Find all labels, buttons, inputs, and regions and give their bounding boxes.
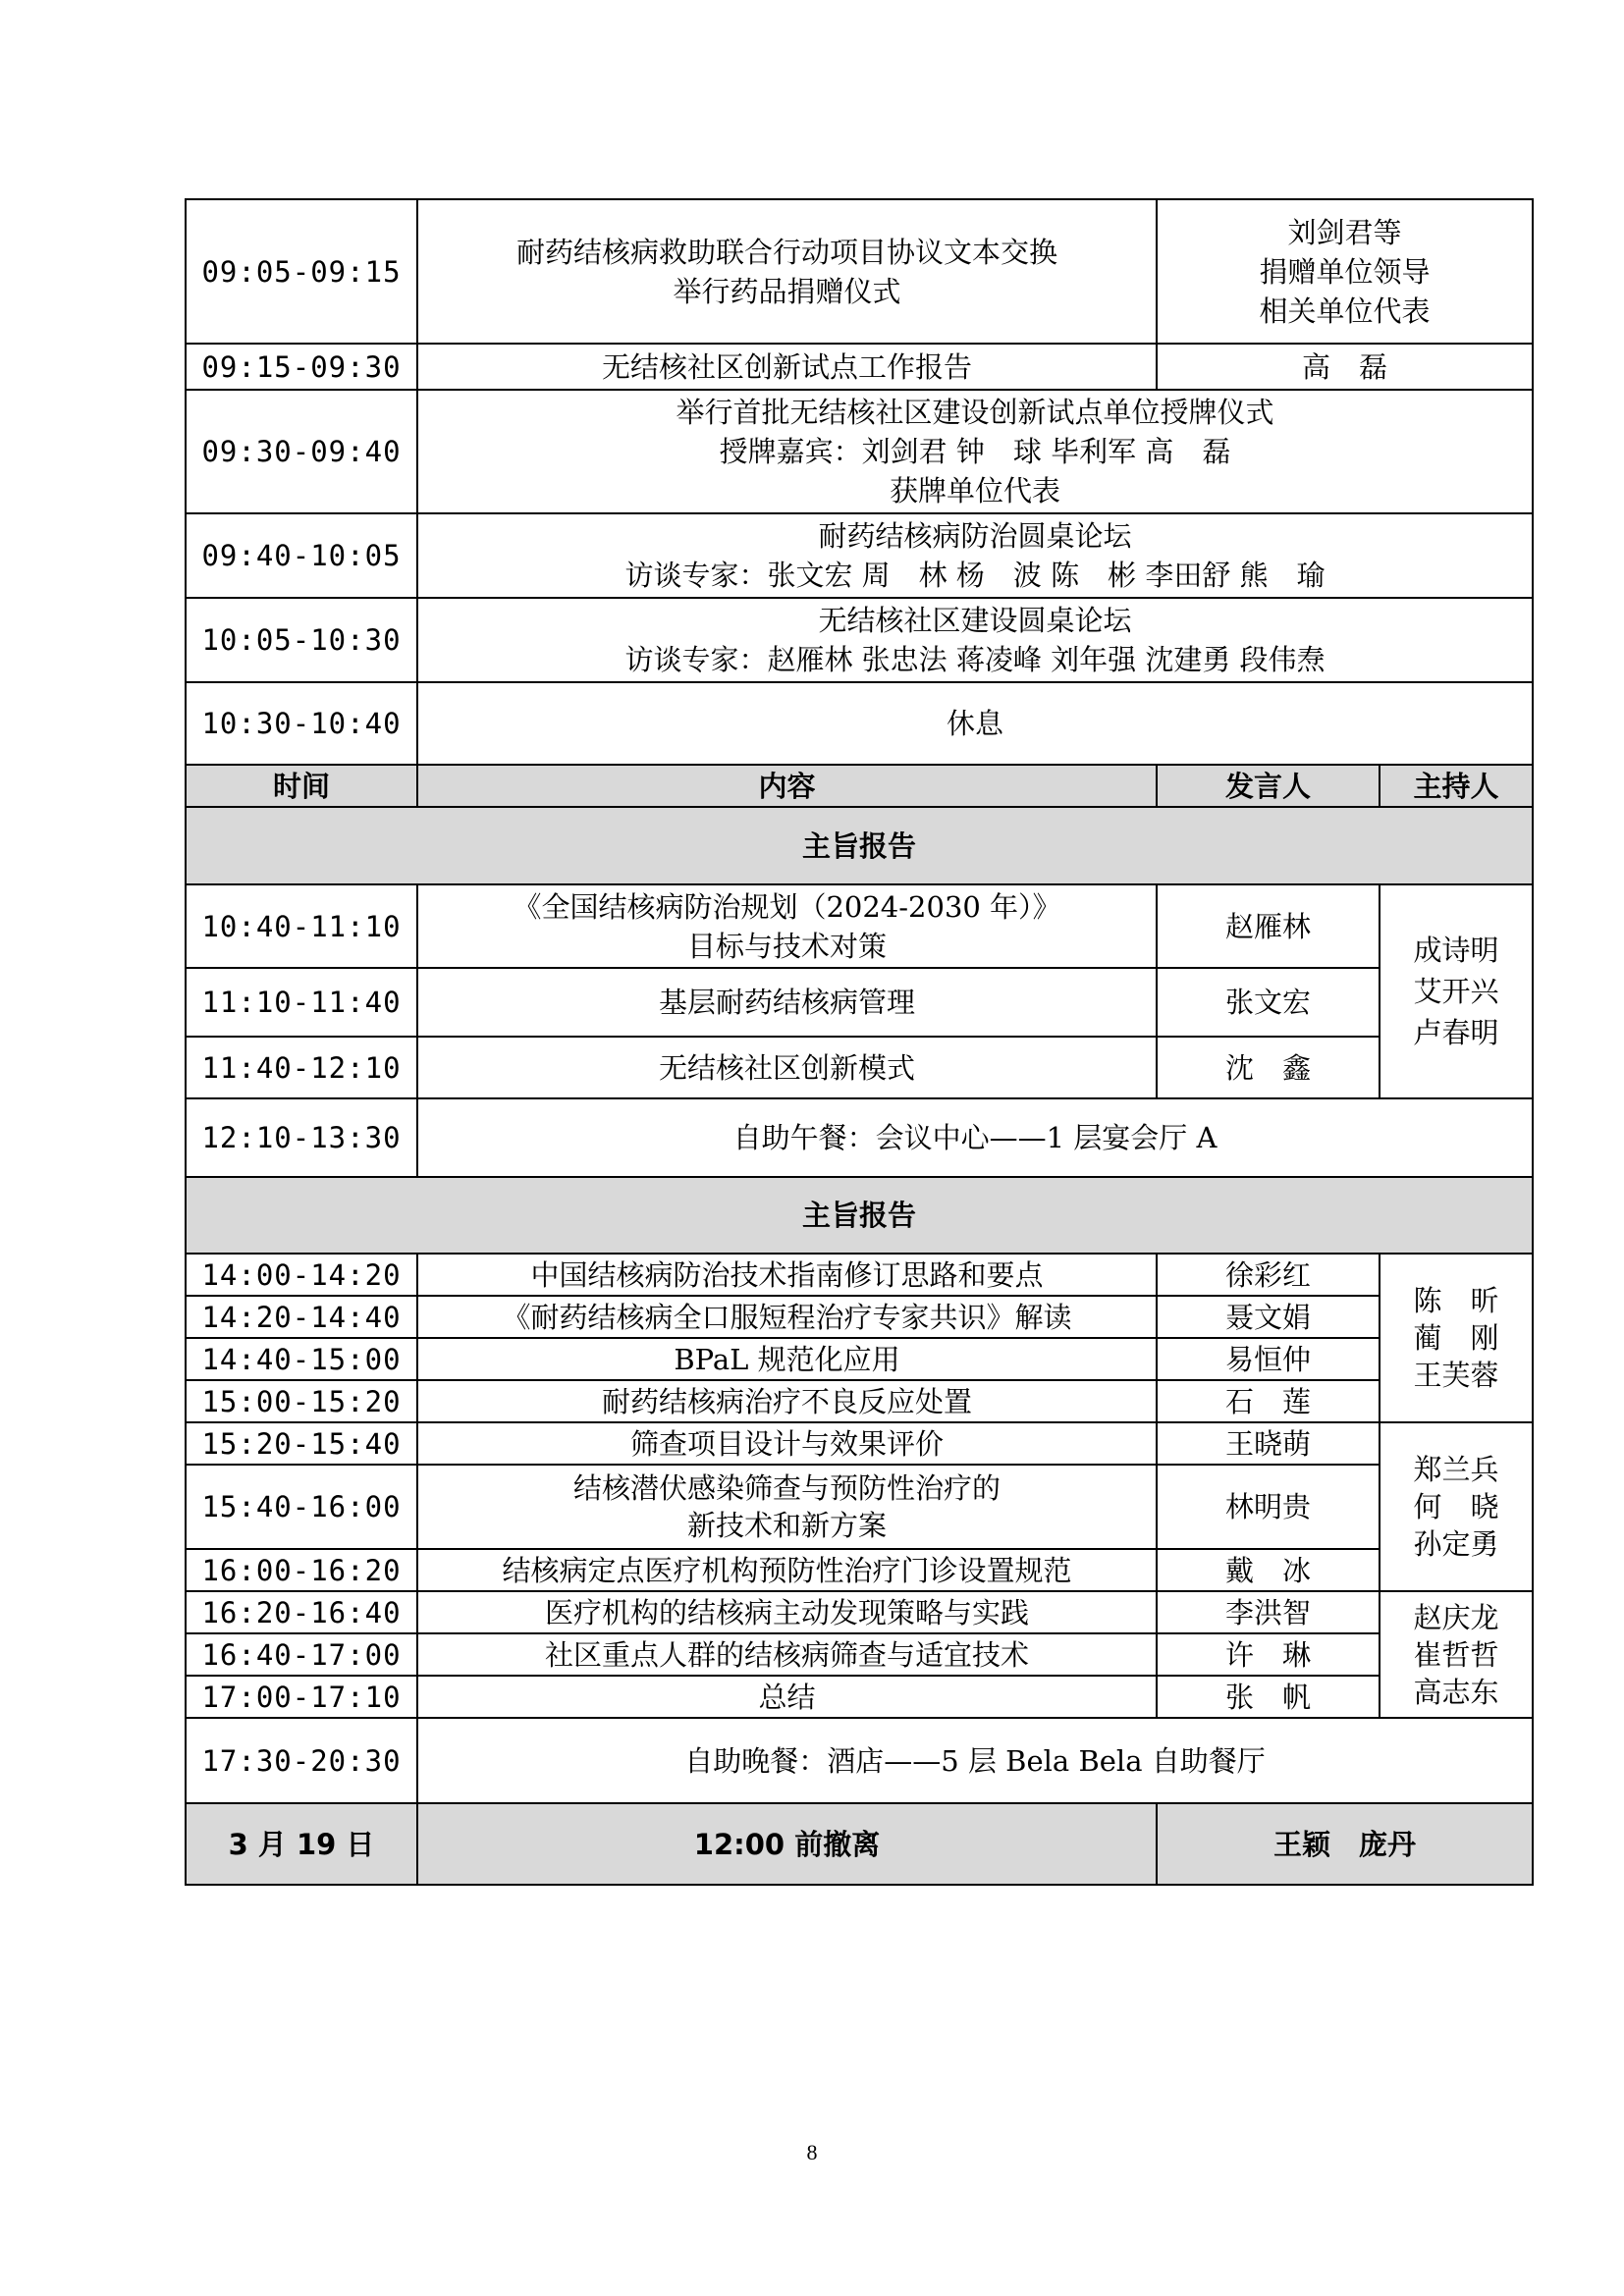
speaker-cell: 张文宏 [1157,968,1380,1037]
host-name: 陈 昕 [1413,1284,1499,1317]
table-row [186,1098,1533,1177]
content-cell: 中国结核病防治技术指南修订思路和要点 [417,1254,1157,1296]
schedule-table [185,198,1534,1886]
content-cell: 总结 [417,1676,1157,1718]
table-row [186,390,1533,513]
content-line: 《全国结核病防治规划（2024-2030 年）》 [513,889,1061,924]
time-cell: 10:30-10:40 [186,682,417,765]
host-name: 卢春明 [1413,1016,1499,1049]
host-name: 高志东 [1413,1675,1499,1709]
content-line: 结核潜伏感染筛查与预防性治疗的 [572,1471,1001,1505]
table-row [186,598,1533,682]
speaker-cell: 高 磊 [1157,344,1533,390]
header-speaker: 发言人 [1157,765,1380,807]
content-line: 访谈专家：张文宏 周 林 杨 波 陈 彬 李田舒 熊 瑜 [624,559,1326,592]
content-cell: 12:00 前撤离 [417,1803,1157,1885]
speaker-cell: 张 帆 [1157,1676,1380,1718]
host-name: 赵庆龙 [1413,1600,1499,1634]
time-cell: 09:30-09:40 [186,390,417,513]
content-cell [417,1465,1157,1549]
content-cell: 结核病定点医疗机构预防性治疗门诊设置规范 [417,1549,1157,1591]
table-row [186,1718,1533,1803]
content-cell: 社区重点人群的结核病筛查与适宜技术 [417,1633,1157,1676]
table-row [186,1254,1533,1296]
time-cell: 09:05-09:15 [186,199,417,344]
speaker-cell: 赵雁林 [1157,884,1380,968]
time-cell: 14:40-15:00 [186,1338,417,1380]
content-line: 新技术和新方案 [686,1509,887,1542]
content-cell [417,199,1157,344]
table-row [186,199,1533,344]
speaker-cell: 沈 鑫 [1157,1037,1380,1098]
speaker-cell [1157,199,1533,344]
date-cell: 3 月 19 日 [186,1803,417,1885]
time-cell: 14:20-14:40 [186,1296,417,1338]
speaker-cell: 易恒仲 [1157,1338,1380,1380]
content-cell: 耐药结核病治疗不良反应处置 [417,1380,1157,1422]
time-cell: 09:15-09:30 [186,344,417,390]
table-row [186,1296,1533,1338]
header-time: 时间 [186,765,417,807]
content-cell [417,513,1533,598]
time-cell: 09:40-10:05 [186,513,417,598]
host-name: 孙定勇 [1413,1527,1499,1561]
table-row [186,1338,1533,1380]
header-content: 内容 [417,765,1157,807]
table-row [186,1422,1533,1465]
table-row [186,884,1533,968]
content-cell: 无结核社区创新试点工作报告 [417,344,1157,390]
table-header-row [186,765,1533,807]
speaker-line: 相关单位代表 [1259,294,1431,328]
host-name: 蔺 刚 [1413,1321,1499,1355]
time-cell: 15:20-15:40 [186,1422,417,1465]
table-row [186,1676,1533,1718]
host-name: 崔哲哲 [1413,1637,1499,1672]
content-line: 目标与技术对策 [686,929,887,963]
section-title: 主旨报告 [186,807,1533,884]
speaker-cell: 聂文娟 [1157,1296,1380,1338]
host-cell [1380,884,1533,1098]
content-cell: 基层耐药结核病管理 [417,968,1157,1037]
content-cell [417,390,1533,513]
header-host: 主持人 [1380,765,1533,807]
time-cell: 12:10-13:30 [186,1098,417,1177]
table-row [186,1633,1533,1676]
content-line: 访谈专家：赵雁林 张忠法 蒋凌峰 刘年强 沈建勇 段伟焘 [624,643,1326,676]
host-name: 王芙蓉 [1413,1359,1499,1392]
time-cell: 16:00-16:20 [186,1549,417,1591]
table-row [186,968,1533,1037]
section-title-row [186,807,1533,884]
host-cell [1380,1254,1533,1422]
section-title-row [186,1177,1533,1254]
host-cell [1380,1422,1533,1591]
time-cell: 15:40-16:00 [186,1465,417,1549]
speaker-line: 刘剑君等 [1287,215,1402,249]
time-cell: 16:20-16:40 [186,1591,417,1633]
time-cell: 15:00-15:20 [186,1380,417,1422]
page-number: 8 [806,2140,818,2164]
content-line: 获牌单位代表 [890,474,1061,507]
speaker-cell: 李洪智 [1157,1591,1380,1633]
time-cell: 17:30-20:30 [186,1718,417,1803]
content-cell: BPaL 规范化应用 [417,1338,1157,1380]
table-row [186,1549,1533,1591]
speaker-cell: 林明贵 [1157,1465,1380,1549]
table-row [186,344,1533,390]
table-row [186,1465,1533,1549]
content-line: 无结核社区建设圆桌论坛 [818,604,1132,637]
table-row [186,513,1533,598]
content-cell [417,884,1157,968]
table-row [186,1591,1533,1633]
table-row [186,1380,1533,1422]
content-line: 耐药结核病救助联合行动项目协议文本交换 [515,235,1057,269]
speaker-cell: 石 莲 [1157,1380,1380,1422]
content-cell [417,598,1533,682]
content-cell: 筛查项目设计与效果评价 [417,1422,1157,1465]
content-cell: 无结核社区创新模式 [417,1037,1157,1098]
people-cell: 王颖 庞丹 [1157,1803,1533,1885]
table-row [186,682,1533,765]
host-cell [1380,1591,1533,1718]
time-cell: 10:40-11:10 [186,884,417,968]
time-cell: 17:00-17:10 [186,1676,417,1718]
speaker-line: 捐赠单位领导 [1259,254,1431,289]
speaker-cell: 许 琳 [1157,1633,1380,1676]
content-line: 举行首批无结核社区建设创新试点单位授牌仪式 [676,396,1274,429]
host-name: 何 晓 [1413,1490,1499,1523]
speaker-cell: 徐彩红 [1157,1254,1380,1296]
host-name: 郑兰兵 [1413,1453,1499,1486]
content-line: 授牌嘉宾：刘剑君 钟 球 毕利军 高 磊 [719,435,1231,468]
departure-row [186,1803,1533,1885]
host-name: 成诗明 [1413,934,1499,967]
time-cell: 14:00-14:20 [186,1254,417,1296]
time-cell: 11:10-11:40 [186,968,417,1037]
content-line: 举行药品捐赠仪式 [673,274,901,308]
speaker-cell: 戴 冰 [1157,1549,1380,1591]
content-line: 耐药结核病防治圆桌论坛 [818,519,1132,553]
content-cell: 自助晚餐：酒店——5 层 Bela Bela 自助餐厅 [417,1718,1533,1803]
time-cell: 16:40-17:00 [186,1633,417,1676]
table-row [186,1037,1533,1098]
content-cell: 《耐药结核病全口服短程治疗专家共识》解读 [417,1296,1157,1338]
content-cell: 休息 [417,682,1533,765]
speaker-cell: 王晓萌 [1157,1422,1380,1465]
content-cell: 自助午餐：会议中心——1 层宴会厅 A [417,1098,1533,1177]
time-cell: 11:40-12:10 [186,1037,417,1098]
section-title: 主旨报告 [186,1177,1533,1254]
host-name: 艾开兴 [1413,975,1499,1008]
time-cell: 10:05-10:30 [186,598,417,682]
content-cell: 医疗机构的结核病主动发现策略与实践 [417,1591,1157,1633]
